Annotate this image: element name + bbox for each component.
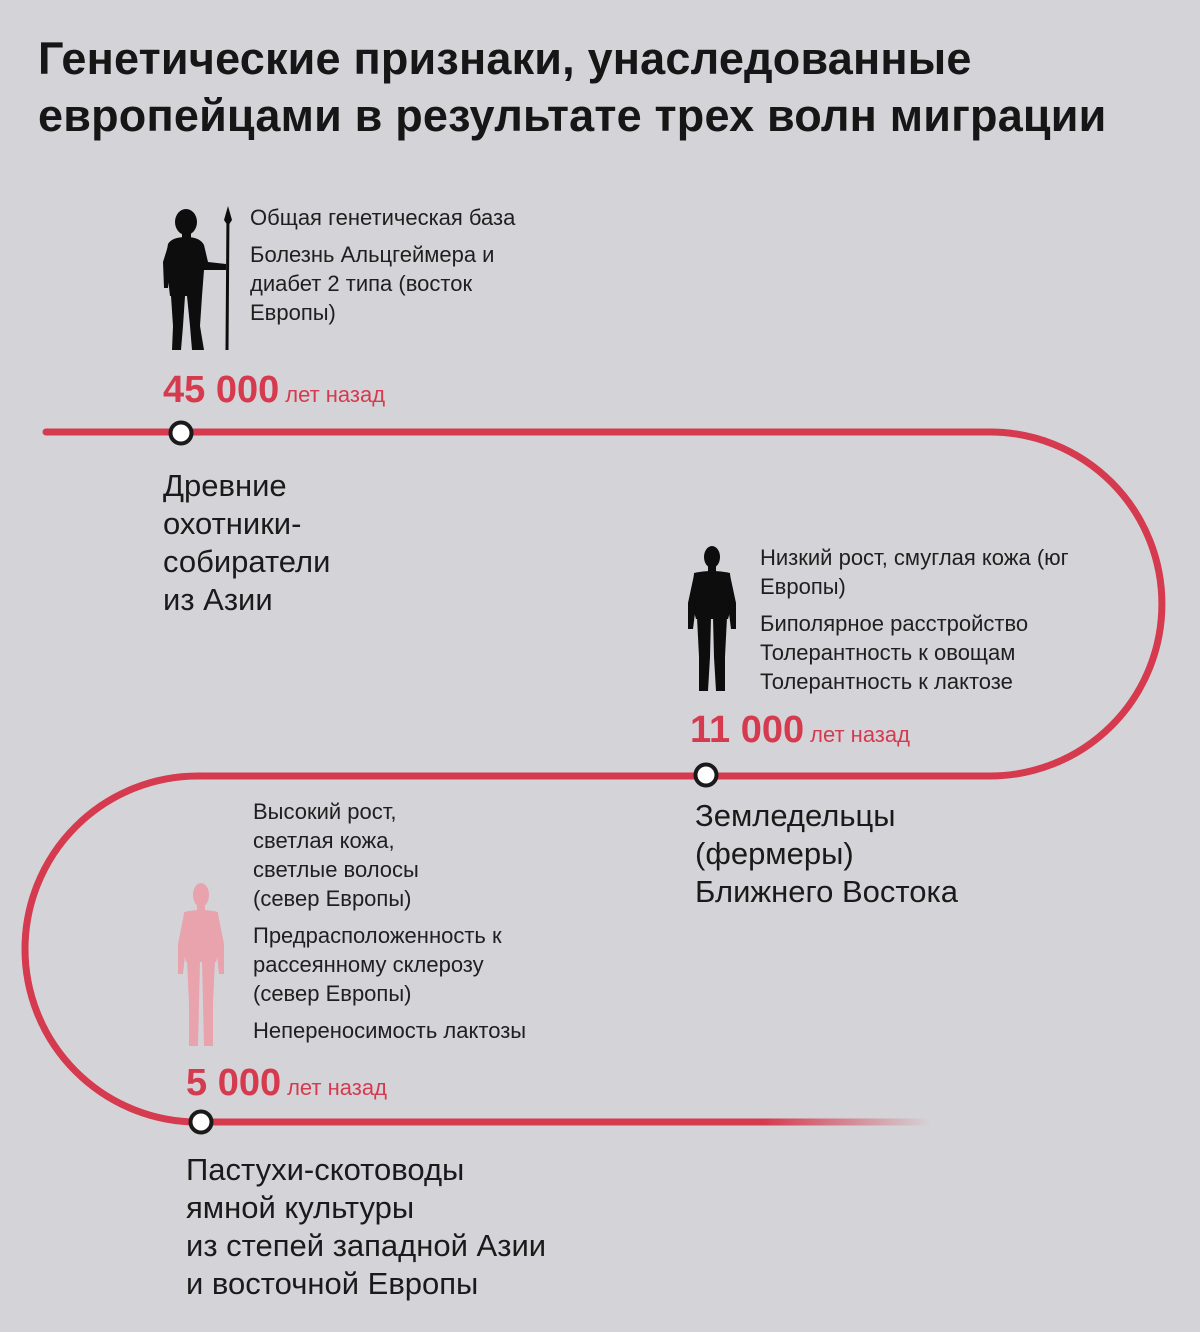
date-years: 45 000	[163, 369, 280, 411]
date-label-5000	[186, 1062, 387, 1105]
herder-silhouette-icon	[175, 882, 227, 1048]
group-line: Земледельцы	[695, 798, 896, 833]
group-line: Древние	[163, 468, 287, 503]
group-line: и восточной Европы	[186, 1266, 479, 1301]
group-line: охотники-	[163, 506, 302, 541]
hunter-with-spear-silhouette-icon	[158, 204, 238, 354]
trait-item: Болезнь Альцгеймера и диабет 2 типа (восток Европы)	[250, 242, 495, 325]
farmer-silhouette-icon	[684, 545, 740, 693]
date-years: 11 000	[690, 709, 805, 751]
date-label-45000	[163, 369, 385, 412]
date-unit: лет назад	[810, 722, 910, 747]
timeline-marker-45000	[171, 423, 192, 444]
group-line: из Азии	[163, 582, 273, 617]
trait-item: Низкий рост, смуглая кожа (юг Европы)	[760, 545, 1069, 599]
timeline-marker-5000	[191, 1112, 212, 1133]
traits-list-45000	[250, 203, 530, 327]
trait-item: Толерантность к овощам	[760, 640, 1016, 665]
date-label-11000	[690, 709, 910, 752]
group-name-hunter-gatherers	[163, 467, 423, 619]
group-line: (фермеры)	[695, 836, 854, 871]
trait-item: Биполярное расстройство	[760, 611, 1029, 636]
trait-item: Предрасположенность к рассеянному склерозу (север Европы)	[253, 923, 502, 1006]
group-line: Пастухи-скотоводы	[186, 1152, 465, 1187]
date-unit: лет назад	[285, 382, 386, 407]
traits-list-5000	[253, 797, 583, 1045]
group-name-farmers	[695, 797, 1015, 911]
trait-item: Высокий рост, светлая кожа, светлые волосы (север Европы)	[253, 799, 419, 911]
timeline-marker-11000	[696, 765, 717, 786]
traits-list-11000	[760, 543, 1090, 696]
group-line: собиратели	[163, 544, 331, 579]
trait-item: Непереносимость лактозы	[253, 1018, 527, 1043]
page-title: Генетические признаки, унаследованные европейцами в результате трех волн миграции	[38, 33, 1107, 141]
trait-item: Толерантность к лактозе	[760, 669, 1013, 694]
timeline-fade-tail	[556, 1119, 932, 1126]
group-line: Ближнего Востока	[695, 874, 958, 909]
group-line: из степей западной Азии	[186, 1228, 547, 1263]
group-name-yamnaya-herders	[186, 1151, 626, 1303]
date-years: 5 000	[186, 1062, 282, 1104]
date-unit: лет назад	[287, 1075, 387, 1100]
trait-item: Общая генетическая база	[250, 205, 516, 230]
group-line: ямной культуры	[186, 1190, 415, 1225]
